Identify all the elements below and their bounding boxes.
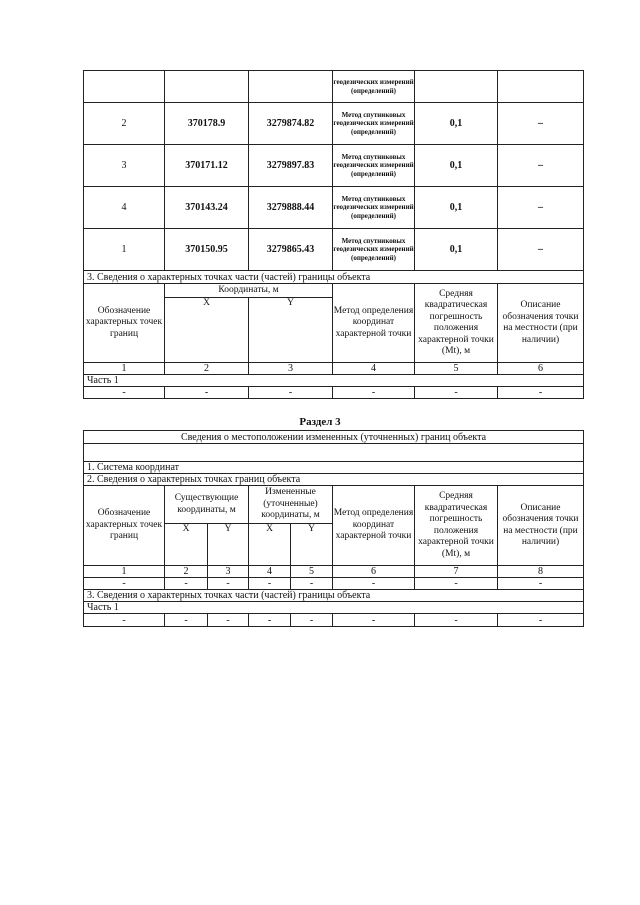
method-cell: Метод спутниковых геодезических измерений (определений) (333, 229, 415, 271)
col-num: 3 (208, 566, 249, 578)
empty-cell: - (498, 578, 584, 590)
section-title: Раздел 3 (299, 416, 341, 428)
header-designation: Обозначение характерных точек границ (84, 486, 165, 566)
part-points-title: 3. Сведения о характерных точках части (частей) границы объекта (84, 590, 584, 602)
desc-value: – (498, 229, 584, 271)
empty-cell: - (165, 387, 249, 399)
boundary-points-table (83, 70, 584, 399)
coord-y: 3279865.43 (249, 229, 333, 271)
point-id: 4 (84, 187, 165, 229)
empty-cell: - (249, 614, 291, 627)
header-designation: Обозначение характерных точек границ (84, 284, 165, 363)
method-cell: Метод спутниковых геодезических измерений (определений) (333, 145, 415, 187)
header-desc: Описание обозначения точки на местности (при наличии) (498, 284, 584, 363)
empty-cell: - (84, 614, 165, 627)
col-num: 7 (415, 566, 498, 578)
col-num: 2 (165, 363, 249, 375)
empty-cell: - (415, 614, 498, 627)
coord-x: 370150.95 (165, 229, 249, 271)
header-x: X (165, 524, 208, 566)
coord-x: 370178.9 (165, 103, 249, 145)
table-row (84, 187, 584, 229)
header-changed-coords: Измененные (уточненные) координаты, м (249, 486, 333, 524)
empty-cell: - (291, 614, 333, 627)
points-title: 2. Сведения о характерных точках границ объекта (84, 474, 584, 486)
header-method: Метод определения координат характерной точки (333, 284, 415, 363)
header-method: Метод определения координат характерной точки (333, 486, 415, 566)
table-row (84, 578, 584, 590)
col-num: 6 (498, 363, 584, 375)
empty-cell: - (165, 614, 208, 627)
table-row (84, 387, 584, 399)
col-num: 4 (249, 566, 291, 578)
coord-x: 370171.12 (165, 145, 249, 187)
desc-value: – (498, 103, 584, 145)
table-row (84, 229, 584, 271)
method-cell: Метод спутниковых геодезических измерений (определений) (333, 187, 415, 229)
part-label: Часть 1 (84, 375, 584, 387)
coord-system-row: 1. Система координат (84, 462, 584, 474)
header-mt: Средняя квадратическая погрешность положения характерной точки (Mt), м (415, 284, 498, 363)
coord-x: 370143.24 (165, 187, 249, 229)
empty-cell: - (165, 578, 208, 590)
empty-cell: - (498, 387, 584, 399)
col-num: 5 (415, 363, 498, 375)
empty-cell: - (208, 614, 249, 627)
header-x: X (165, 298, 249, 363)
header-desc: Описание обозначения точки на местности (при наличии) (498, 486, 584, 566)
table-row (84, 145, 584, 187)
desc-value: – (498, 187, 584, 229)
point-id: 3 (84, 145, 165, 187)
mt-value: 0,1 (415, 229, 498, 271)
empty-cell: - (333, 614, 415, 627)
empty-cell: - (333, 578, 415, 590)
empty-cell: - (249, 578, 291, 590)
column-numbers-row (84, 363, 584, 375)
mt-value: 0,1 (415, 145, 498, 187)
method-cell: Метод спутниковых геодезических измерений (определений) (333, 103, 415, 145)
coord-y: 3279888.44 (249, 187, 333, 229)
empty-cell: - (415, 578, 498, 590)
part-label: Часть 1 (84, 602, 584, 614)
empty-cell: - (498, 614, 584, 627)
mt-value: 0,1 (415, 187, 498, 229)
header-x: X (249, 524, 291, 566)
empty-cell: - (208, 578, 249, 590)
empty-cell: - (84, 387, 165, 399)
coord-y: 3279874.82 (249, 103, 333, 145)
col-num: 2 (165, 566, 208, 578)
empty-cell: - (291, 578, 333, 590)
table-row (84, 103, 584, 145)
mt-value: 0,1 (415, 103, 498, 145)
coord-y: 3279897.83 (249, 145, 333, 187)
col-num: 8 (498, 566, 584, 578)
col-num: 4 (333, 363, 415, 375)
header-y: Y (208, 524, 249, 566)
section-subtitle: Сведения о местоположении измененных (уточненных) границ объекта (84, 431, 584, 444)
header-y: Y (249, 298, 333, 363)
header-mt: Средняя квадратическая погрешность положения характерной точки (Mt), м (415, 486, 498, 566)
empty-cell: - (415, 387, 498, 399)
col-num: 1 (84, 363, 165, 375)
empty-cell: - (84, 578, 165, 590)
changed-boundaries-table (83, 430, 584, 627)
table-row (84, 71, 584, 103)
header-coords: Координаты, м (165, 284, 333, 298)
empty-cell: - (249, 387, 333, 399)
col-num: 1 (84, 566, 165, 578)
col-num: 3 (249, 363, 333, 375)
desc-value: – (498, 145, 584, 187)
method-cell: геодезических измерений (определений) (333, 71, 415, 103)
empty-cell: - (333, 387, 415, 399)
col-num: 5 (291, 566, 333, 578)
column-numbers-row (84, 566, 584, 578)
table-row (84, 614, 584, 627)
header-existing-coords: Существующие координаты, м (165, 486, 249, 524)
point-id: 2 (84, 103, 165, 145)
point-id: 1 (84, 229, 165, 271)
header-y: Y (291, 524, 333, 566)
col-num: 6 (333, 566, 415, 578)
part-points-title: 3. Сведения о характерных точках части (частей) границы объекта (84, 271, 584, 284)
